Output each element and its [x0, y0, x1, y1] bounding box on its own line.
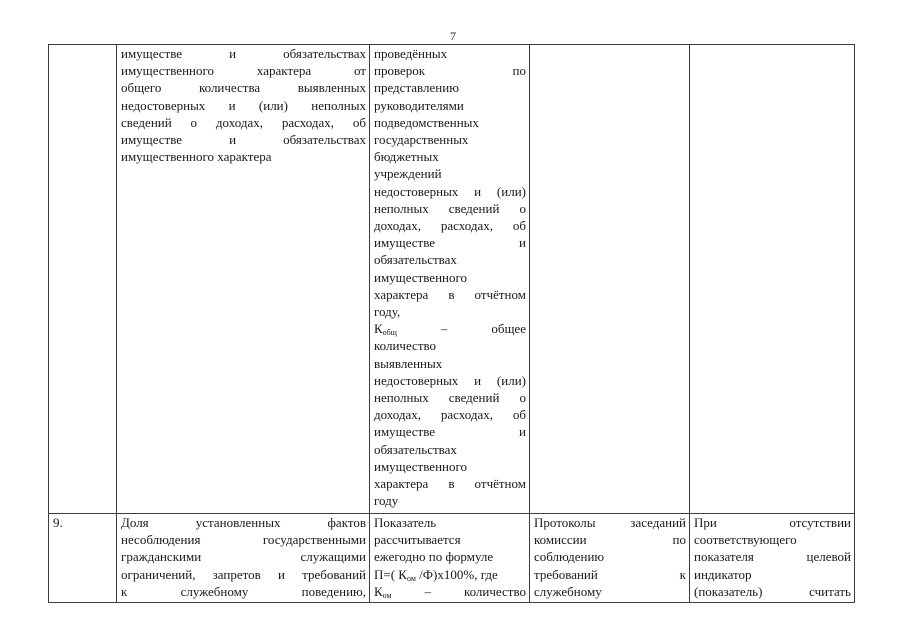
text-line: При отсутствии	[694, 515, 851, 530]
text-line: ежегодно по формуле	[374, 549, 494, 565]
text-line: имущественного характера	[121, 149, 272, 165]
note-cell	[690, 45, 855, 514]
kom-symbol	[374, 584, 392, 599]
text-line: имуществе и обязательствах	[121, 46, 366, 61]
text-line: Показатель	[374, 515, 437, 530]
text-line: недостоверных и (или)	[374, 183, 526, 199]
k-letter: К	[374, 583, 383, 599]
text-line: недостоверных и (или)	[374, 372, 526, 388]
text-line: представлению	[374, 80, 459, 96]
text-line: количество	[374, 338, 437, 354]
cell-clip	[374, 514, 526, 602]
text-line: Доля установленных фактов	[121, 515, 366, 530]
text-line: проведённых	[374, 46, 448, 61]
page-number: 7	[450, 29, 456, 43]
text-line: государственных	[374, 132, 469, 148]
text-line: Протоколы заседаний	[534, 515, 686, 530]
text-line: общего количества выявленных	[121, 80, 366, 96]
word: количество	[463, 583, 526, 599]
kobsh-symbol	[374, 321, 397, 336]
cell-clip	[121, 514, 366, 602]
text-line: соответствующего	[694, 532, 797, 548]
text-line: выявленных	[374, 355, 443, 371]
text-line: бюджетных	[374, 149, 439, 165]
row-number-cell	[49, 514, 117, 603]
k-subscript: общ	[382, 328, 397, 338]
word: общее	[491, 321, 527, 337]
indicators-table	[48, 44, 855, 603]
text-line: году,	[374, 304, 401, 320]
text-line: имущественного	[374, 458, 467, 474]
formula-subscript: ом	[406, 573, 416, 583]
formula-line	[374, 566, 526, 583]
text-line: гражданскими служащими	[121, 549, 366, 565]
text-line: требований к	[534, 566, 686, 582]
text-line: комиссии по	[534, 532, 686, 548]
text-line: учреждений	[374, 166, 442, 182]
row-number-text: 9.	[53, 515, 63, 530]
table-row	[49, 45, 855, 514]
text-line: имущественного	[374, 269, 467, 285]
indicator-name-cell	[117, 514, 370, 603]
text-line: обязательствах	[374, 441, 457, 457]
table-row	[49, 514, 855, 603]
text-line: руководителями	[374, 97, 464, 113]
text-line: рассчитывается	[374, 532, 461, 548]
text-line: характера в отчётном	[374, 286, 526, 302]
text-line: году	[374, 493, 399, 509]
text-line: соблюдению	[534, 549, 605, 565]
calculation-cell	[370, 45, 530, 514]
text-line: неполных сведений о	[374, 390, 526, 406]
note-cell	[690, 514, 855, 603]
text-line: ограничений, запретов и требований	[121, 566, 366, 582]
text-line: служебному	[534, 583, 602, 599]
kobsh-definition-line	[374, 320, 526, 337]
text-line: обязательствах	[374, 252, 457, 268]
formula-prefix: П=( К	[374, 566, 407, 582]
text-line: подведомственных	[374, 114, 479, 130]
text-line: характера в отчётном	[374, 476, 526, 492]
text-line: сведений о доходах, расходах, об	[121, 114, 366, 130]
text-line: к служебному поведению,	[121, 583, 366, 599]
text-line: проверок по	[374, 63, 526, 79]
dash: –	[440, 321, 448, 337]
text-line: недостоверных и (или) неполных	[121, 97, 366, 113]
cell-clip	[694, 514, 851, 602]
text-line: (показатель) считать	[694, 583, 851, 599]
row-number-cell	[49, 45, 117, 514]
calculation-cell	[370, 514, 530, 603]
indicator-name-cell	[117, 45, 370, 514]
text-line: имуществе и обязательствах	[121, 132, 366, 148]
text-line: имущественного характера от	[121, 63, 366, 79]
text-line: имуществе и	[374, 424, 526, 440]
text-line: доходах, расходах, об	[374, 407, 526, 423]
source-cell	[530, 514, 690, 603]
row-number	[53, 514, 113, 602]
k-subscript: ом	[382, 590, 392, 600]
dash: –	[424, 583, 432, 599]
formula-suffix: /Ф)х100%, где	[415, 566, 498, 582]
text-line: индикатор	[694, 566, 752, 582]
kom-definition-line	[374, 583, 526, 600]
text-line: доходах, расходах, об	[374, 218, 526, 234]
text-line: неполных сведений о	[374, 200, 526, 216]
source-cell	[530, 45, 690, 514]
text-line: несоблюдения государственными	[121, 532, 366, 548]
text-line: имуществе и	[374, 235, 526, 251]
text-line: показателя целевой	[694, 549, 851, 565]
cell-clip	[534, 514, 686, 602]
k-letter: К	[374, 321, 383, 337]
